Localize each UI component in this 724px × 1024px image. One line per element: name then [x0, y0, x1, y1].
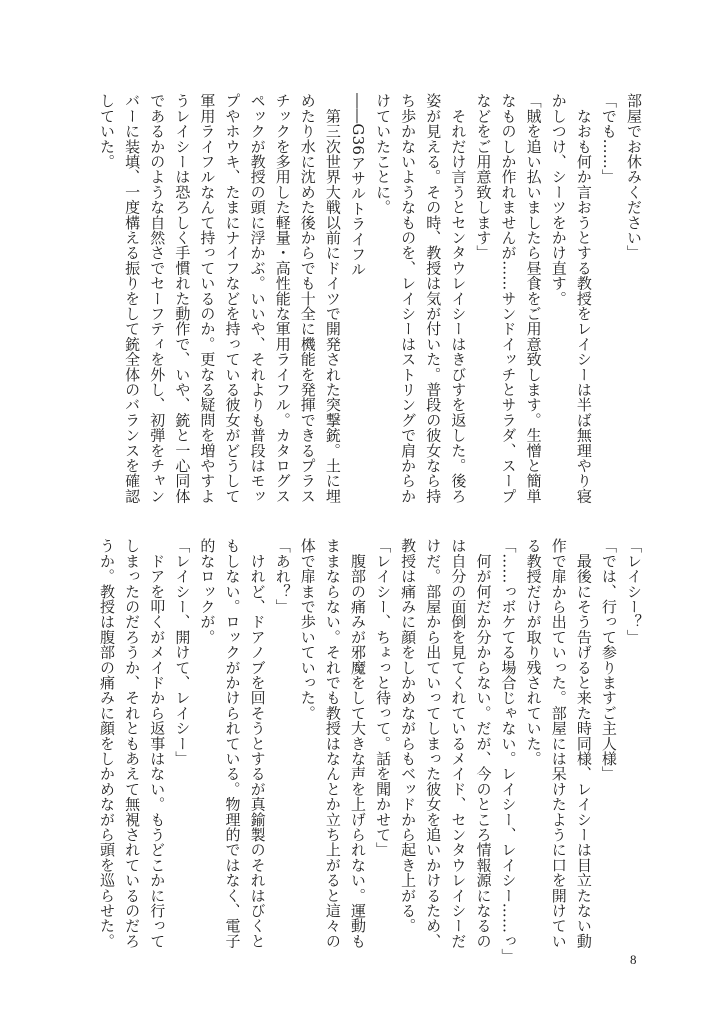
text-column: プやホウキ、たまにナイフなどを持っている彼女がどうして	[223, 93, 242, 504]
text-column: 「では、行って参りますご主人様」	[599, 538, 618, 782]
text-column: めたり水に沈めた後からでも十全に機能を発揮できるプラス	[298, 93, 317, 504]
text-column: は自分の面倒を見てくれているメイド、センタウレイシーだ	[449, 538, 468, 949]
text-column: かしつけ、シーツをかけ直す。	[549, 93, 568, 306]
text-column: 最後にそう告げると来た時同様、レイシーは目立たない動	[574, 538, 593, 949]
upper-text-tier	[92, 93, 646, 508]
text-column: チックを多用した軽量・高性能な軍用ライフル。カタログス	[273, 93, 292, 504]
text-column: 体で扉まで歩いていった。	[298, 538, 317, 721]
text-column: 第三次世界大戦以前にドイツで開発された突撃銃。土に埋	[323, 93, 342, 504]
lower-text-tier	[92, 538, 646, 964]
text-column: なおも何か言おうとする教授をレイシーは半ば無理やり寝	[574, 93, 593, 504]
text-column: などをご用意致します」	[474, 93, 493, 261]
text-column: 「……っボケてる場合じゃない。レイシー、レイシー……っ」	[499, 538, 518, 964]
text-column: 腹部の痛みが邪魔をして大きな声を上げられない。運動も	[348, 538, 367, 949]
text-column: 「あれ？」	[273, 538, 292, 614]
text-column: 部屋でお休みください」	[625, 93, 643, 261]
text-column: ドアを叩くがメイドから返事はない。もうどこかに行って	[148, 538, 167, 949]
text-column: うか。教授は腹部の痛みに顔をしかめながら頭を巡らせた。	[98, 538, 117, 949]
text-column: であるかのような自然さでセーフティを外し、初弾をチャン	[148, 93, 167, 504]
text-column: 「レイシー、開けて、レイシー」	[173, 538, 192, 766]
text-column: 作で扉から出ていった。部屋には呆けたように口を開けてい	[549, 538, 568, 949]
text-column: なものしか作れませんが……サンドイッチとサラダ、スープ	[499, 93, 518, 504]
text-column: 「レイシー？」	[625, 538, 643, 645]
text-column: けれど、ドアノブを回そうとするが真鍮製のそれはびくと	[248, 538, 267, 949]
text-column: もしない。ロックがかけられている。物理的ではなく、電子	[223, 538, 242, 949]
text-column: それだけ言うとセンタウレイシーはきびすを返した。後ろ	[449, 93, 468, 504]
text-column: ままならない。それでも教授はなんとか立ち上がると這々の	[323, 538, 342, 949]
text-column: 軍用ライフルなんて持っているのか。更なる疑問を増やすよ	[198, 93, 217, 504]
text-column: 「レイシー、ちょっと待って。話を聞かせて」	[374, 538, 393, 858]
text-column: 何が何だか分からない。だが、今のところ情報源になるの	[474, 538, 493, 949]
page-number: 8	[630, 952, 637, 967]
text-column: 教授は痛みに顔をしかめながらもベッドから起き上がる。	[399, 538, 418, 934]
text-column: ――G36アサルトライフル	[348, 93, 367, 277]
text-column: けていたことに。	[374, 93, 393, 215]
text-column: ち歩かないようなものを、レイシーはストリングで肩からか	[399, 93, 418, 504]
text-column: していた。	[98, 93, 117, 169]
text-column: 「賊を追い払いましたら昼食をご用意致します。生憎と簡単	[524, 93, 543, 504]
text-column: 姿が見える。その時、教授は気が付いた。普段の彼女なら持	[424, 93, 443, 504]
text-column: けだ。部屋から出ていってしまった彼女を追いかけるため、	[424, 538, 443, 949]
text-column: うレイシーは恐ろしく手慣れた動作で、いや、銃と一心同体	[173, 93, 192, 504]
text-column: バーに装填、一度構える振りをして銃全体のバランスを確認	[123, 93, 142, 504]
text-column: ペックが教授の頭に浮かぶ。いいや、それよりも普段はモッ	[248, 93, 267, 504]
text-column: 「でも……」	[599, 93, 618, 185]
text-column: る教授だけが取り残されていた。	[524, 538, 543, 766]
text-column: 的なロックが。	[198, 538, 217, 645]
text-column: しまったのだろうか、それともあえて無視されているのだろ	[123, 538, 142, 949]
